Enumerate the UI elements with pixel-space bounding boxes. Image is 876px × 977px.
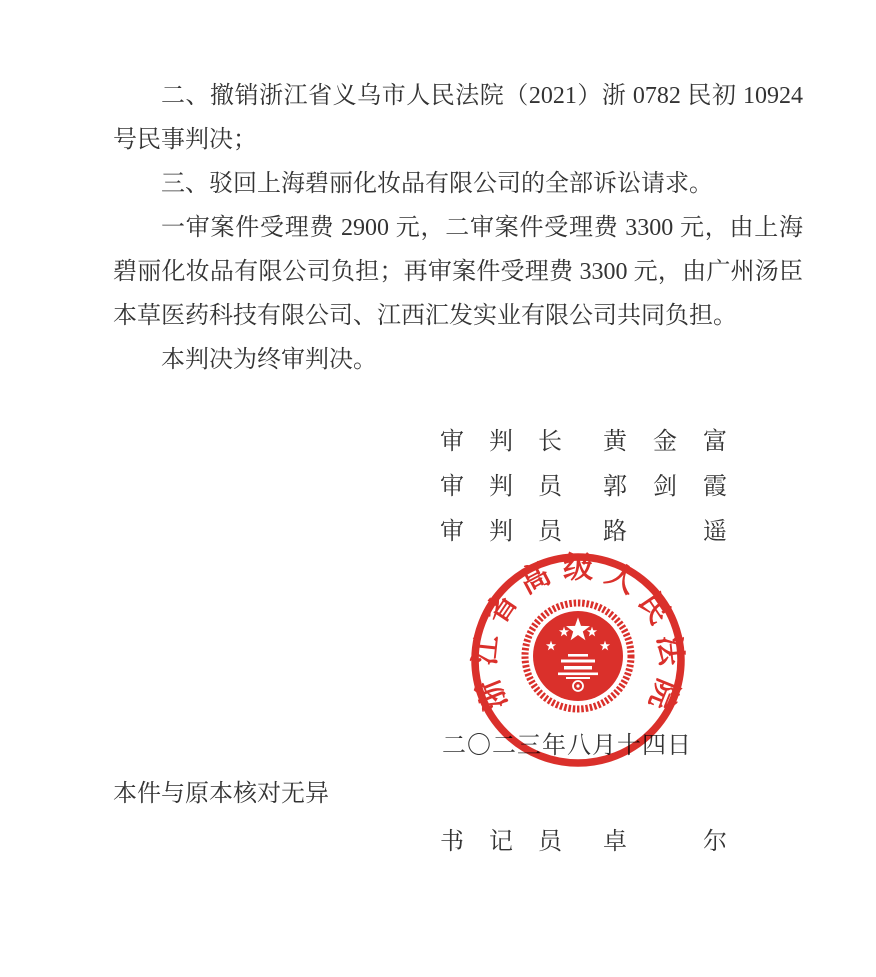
seal-char: 院 xyxy=(642,674,685,715)
clerk-name: 卓 尔 xyxy=(603,829,753,855)
seal-char: 人 xyxy=(600,557,643,601)
judgment-paragraph: 一审案件受理费 2900 元，二审案件受理费 3300 元，由上海碧丽化妆品有限公司负担；再审案件受理费 3300 元，由广州汤臣本草医药科技有限公司、江西汇发实业有限公司共同负担。 xyxy=(113,215,803,329)
seal-char: 法 xyxy=(651,633,688,668)
clerk-role: 书记员 xyxy=(440,829,587,855)
judgment-paragraph: 三、驳回上海碧丽化妆品有限公司的全部诉讼请求。 xyxy=(161,171,713,197)
seal-char: 民 xyxy=(632,586,677,631)
clerk-signature-row xyxy=(440,818,803,866)
judgment-paragraph: 二、撤销浙江省义乌市人民法院（2021）浙 0782 民初 10924 号民事判决； xyxy=(113,83,803,153)
judge-signature-row xyxy=(440,465,803,510)
judge-name: 郭剑霞 xyxy=(603,474,753,500)
judge-role: 审判长 xyxy=(440,429,587,455)
judge-signature-row xyxy=(440,510,803,555)
judge-signature-row xyxy=(440,420,803,465)
judge-name: 黄金富 xyxy=(603,429,753,455)
seal-char: 江 xyxy=(468,633,505,668)
seal-char: 高 xyxy=(513,557,556,601)
signature-block xyxy=(440,420,803,555)
seal-char: 浙 xyxy=(471,674,514,715)
judge-role: 审判员 xyxy=(440,519,587,545)
judgment-paragraph: 本判决为终审判决。 xyxy=(161,347,377,373)
verification-note: 本件与原本核对无异 xyxy=(113,781,329,807)
seal-char: 省 xyxy=(479,586,524,631)
judgment-date: 二〇二三年八月十四日 xyxy=(442,733,692,759)
judge-role: 审判员 xyxy=(440,474,587,500)
judge-name: 路 遥 xyxy=(603,519,753,545)
seal-char: 级 xyxy=(563,551,593,585)
